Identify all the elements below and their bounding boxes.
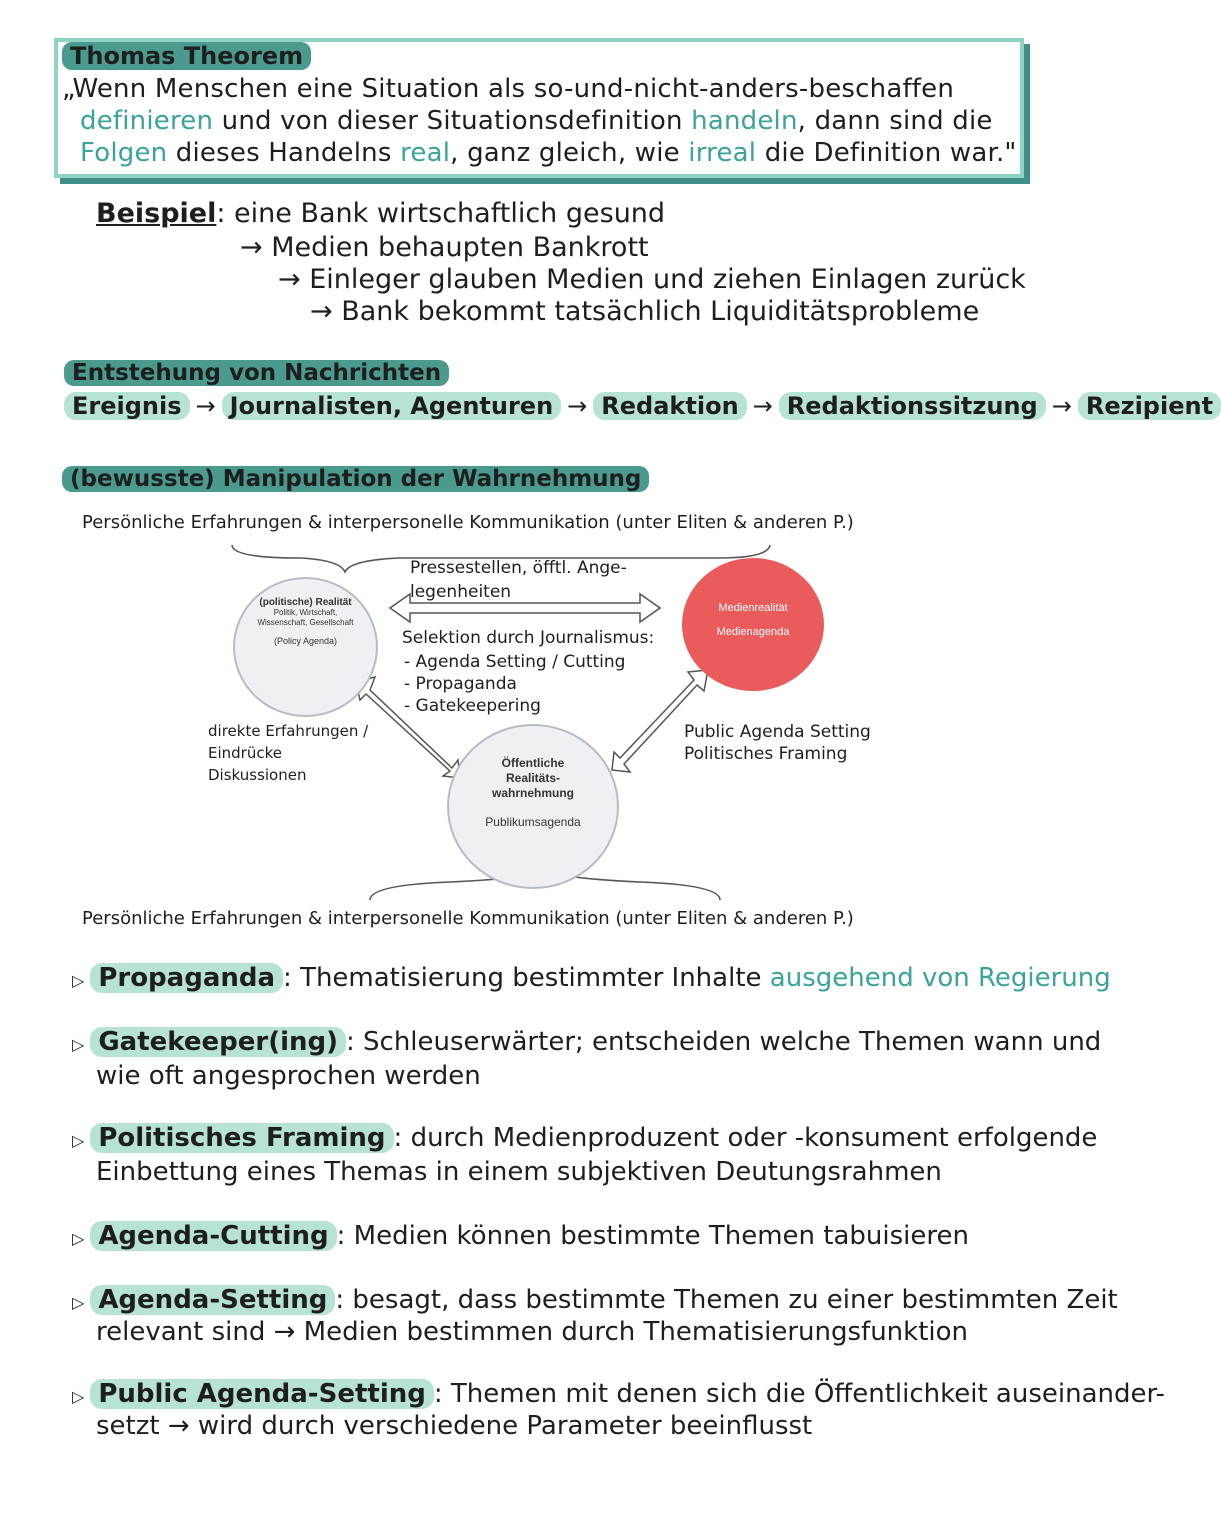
news-title: Entstehung von Nachrichten [64,360,449,386]
public-circle: Öffentliche Realitäts-wahrnehmung Publikumsagenda [447,724,619,889]
triangle-bullet-icon: ▷ [72,1293,85,1312]
news-step: Journalisten, Agenturen [222,392,562,420]
theorem-quote-line-2: definieren und von dieser Situationsdefinition handeln, dann sind die [80,106,993,136]
definition-public-agenda-setting-cont: setzt → wird durch verschiedene Parameter beeinflusst [96,1411,813,1441]
manipulation-title: (bewusste) Manipulation der Wahrnehmung [62,466,649,492]
triangle-bullet-icon: ▷ [72,1387,85,1406]
news-step: Rezipient [1078,392,1221,420]
direct-note-3: Diskussionen [208,766,307,784]
theorem-quote-line-3: Folgen dieses Handelns real, ganz gleich, wie irreal die Definition war." [80,138,1017,168]
selection-item: - Agenda Setting / Cutting [404,652,626,672]
public-setting-note: Public Agenda Setting [684,722,871,742]
definition-gatekeeping-cont: wie oft angesprochen werden [96,1061,481,1091]
media-circle: Medienrealität Medienagenda [682,558,824,691]
definition-framing: ▷ Politisches Framing : durch Medienproduzent oder -konsument erfolgende [72,1123,1098,1153]
news-flow: Ereignis → Journalisten, Agenturen → Redaktion → Redaktionssitzung → Rezipient [64,392,1221,420]
definition-gatekeeping: ▷ Gatekeeper(ing) : Schleuserwärter; entscheiden welche Themen wann und [72,1027,1102,1057]
definition-agenda-cutting: ▷ Agenda-Cutting : Medien können bestimmte Themen tabuisieren [72,1221,969,1251]
selection-title: Selektion durch Journalismus: [402,628,655,648]
news-step: Ereignis [64,392,190,420]
definition-propaganda: ▷ Propaganda : Thematisierung bestimmter Inhalte ausgehend von Regierung [72,963,1111,993]
news-step: Redaktionssitzung [779,392,1046,420]
triangle-bullet-icon: ▷ [72,971,85,990]
triangle-bullet-icon: ▷ [72,1229,85,1248]
definition-agenda-setting-cont: relevant sind → Medien bestimmen durch Thematisierungsfunktion [96,1317,969,1347]
definition-public-agenda-setting: ▷ Public Agenda-Setting : Themen mit denen sich die Öffentlichkeit auseinander- [72,1379,1165,1409]
triangle-bullet-icon: ▷ [72,1035,85,1054]
top-note: Persönliche Erfahrungen & interpersonelle Kommunikation (unter Eliten & anderen P.) [82,512,854,533]
theorem-quote-line-1: „Wenn Menschen eine Situation als so-und-nicht-anders-beschaffen [62,74,955,104]
example-line-2: → Medien behaupten Bankrott [240,232,649,263]
example-line-1: Beispiel: eine Bank wirtschaftlich gesund [96,198,666,229]
definition-framing-cont: Einbettung eines Themas in einem subjektiven Deutungsrahmen [96,1157,942,1187]
direct-note-1: direkte Erfahrungen / [208,722,369,740]
selection-item: - Propaganda [404,674,517,694]
framing-note: Politisches Framing [684,744,848,764]
selection-item: - Gatekeepering [404,696,541,716]
agenda-diagram [0,500,1080,920]
example-line-4: → Bank bekommt tatsächlich Liquiditätsprobleme [310,296,980,327]
triangle-bullet-icon: ▷ [72,1131,85,1150]
theorem-title [62,42,311,70]
example-line-3: → Einleger glauben Medien und ziehen Einlagen zurück [278,264,1026,295]
press-note-1: Pressestellen, öfftl. Ange- [410,558,627,578]
definition-agenda-setting: ▷ Agenda-Setting : besagt, dass bestimmte Themen zu einer bestimmten Zeit [72,1285,1118,1315]
news-step: Redaktion [593,392,746,420]
bottom-note: Persönliche Erfahrungen & interpersonelle Kommunikation (unter Eliten & anderen P.) [82,908,854,929]
press-note-2: legenheiten [410,582,512,602]
politics-circle: (politische) Realität Politik, Wirtschaft, Wissenschaft, Gesellschaft (Policy Agenda) [233,577,378,717]
theorem-title-text: Thomas Theorem [62,42,311,70]
direct-note-2: Eindrücke [208,744,282,762]
